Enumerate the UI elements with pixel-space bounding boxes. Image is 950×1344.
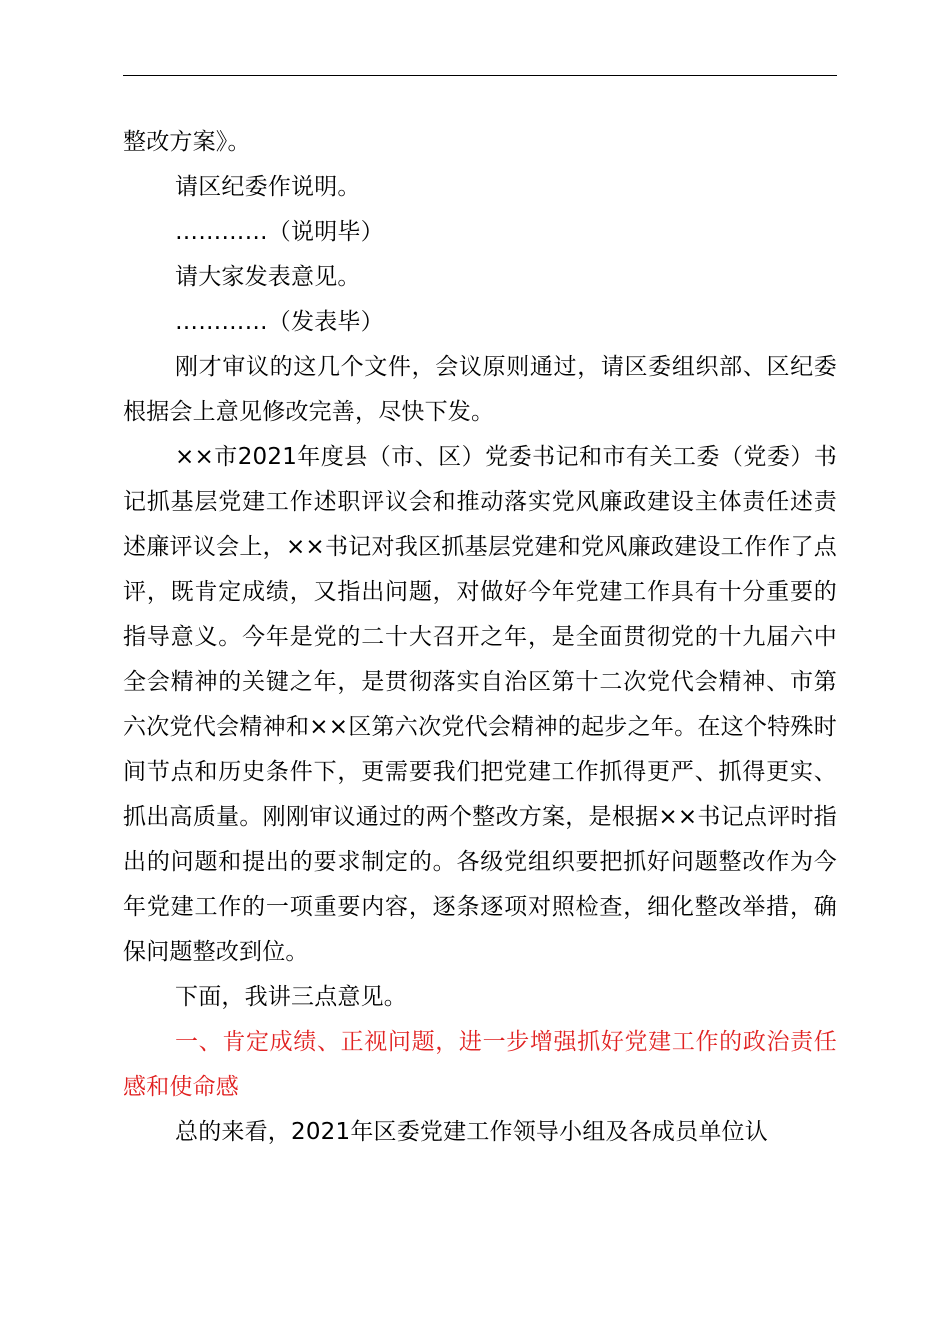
paragraph-approval: 刚才审议的这几个文件，会议原则通过，请区委组织部、区纪委根据会上意见修改完善，尽快下发。 [123,354,837,425]
paragraph-request-explanation: 请区纪委作说明。 [175,174,361,200]
section-heading-1: 一、肯定成绩、正视问题，进一步增强抓好党建工作的政治责任感和使命感 [123,1029,837,1100]
paragraph-opinions-done: …………（发表毕） [175,309,384,335]
paragraph-request-opinions: 请大家发表意见。 [175,264,361,290]
paragraph-three-points: 下面，我讲三点意见。 [175,984,407,1010]
paragraph-main-body: ××市2021年度县（市、区）党委书记和市有关工委（党委）书记抓基层党建工作述职评议会和推动落实党风廉政建设主体责任述责述廉评议会上，××书记对我区抓基层党建和党风廉政建设工作作了点评，既肯定成绩，又指出问题，对做好今年党建工作具有十分重要的指导意义。今年是党的二十大召开之年，是全面贯彻党的十九届六中全会精神的关键之年，是贯彻落实自治区第十二次党代会精神、市第六次党代会精神和××区第六次党代会精神的起步之年。在这个特殊时间节点和历史条件下，更需要我们把党建工作抓得更严、抓得更实、抓出高质量。刚刚审议通过的两个整改方案，是根据××书记点评时指出的问题和提出的要求制定的。各级党组织要把抓好问题整改作为今年党建工作的一项重要内容，逐条逐项对照检查，细化整改举措，确保问题整改到位。 [123,444,837,965]
paragraph-explanation-done: …………（说明毕） [175,219,384,245]
paragraph-summary: 总的来看，2021年区委党建工作领导小组及各成员单位认 [175,1119,768,1145]
paragraph-continuation: 整改方案》。 [123,129,251,155]
document-body [123,120,837,1155]
header-rule [123,75,837,76]
